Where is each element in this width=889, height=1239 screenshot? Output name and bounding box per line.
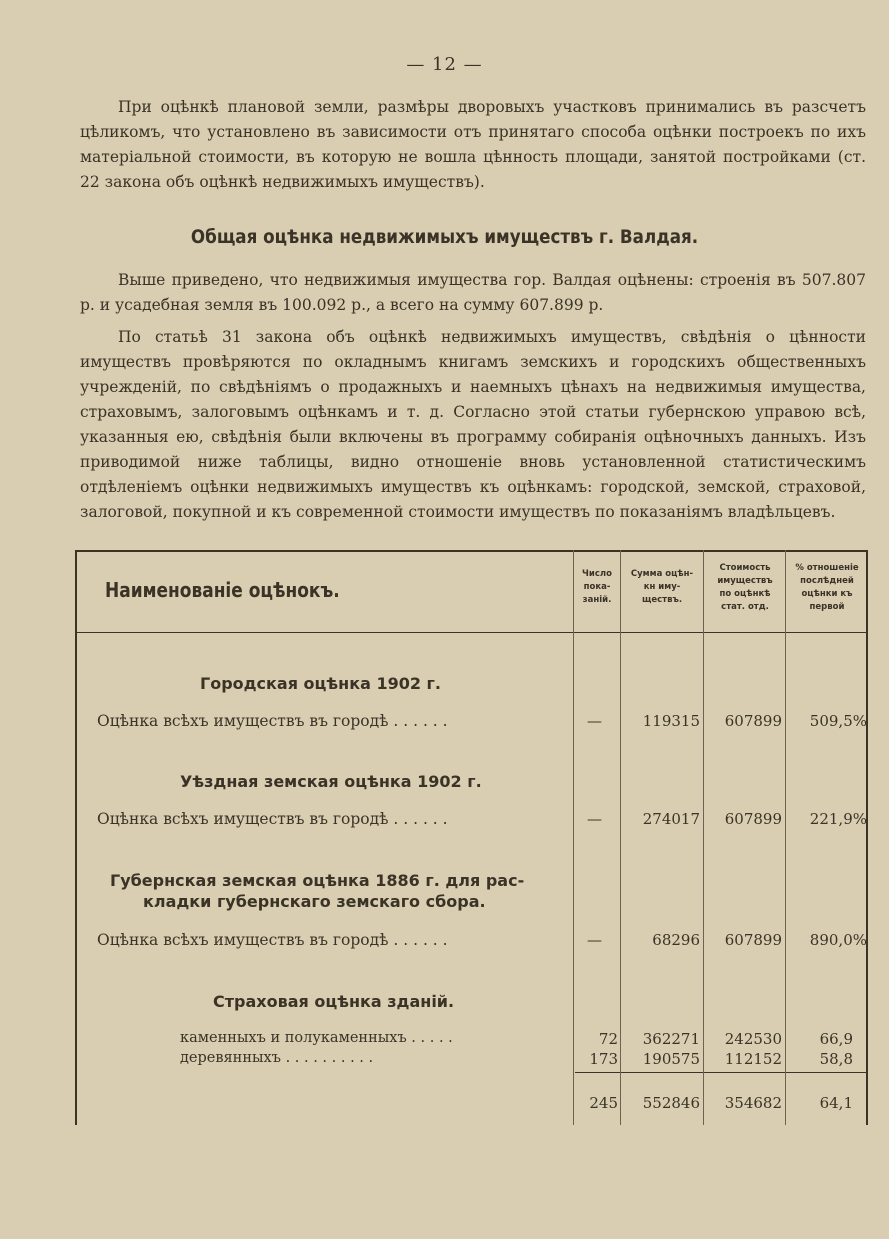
header-ratio-line: оцѣнки къ [801,589,853,599]
row-sum: 274017 [642,810,700,828]
paragraph-2 [80,268,866,318]
table-left-rule [75,550,77,1125]
header-count-line: пока- [583,582,611,592]
total-sum: 552846 [642,1094,700,1112]
table-total-rule [575,1072,868,1073]
header-sum [622,568,702,607]
row-ratio: 890,0% [809,931,867,949]
total-ratio: 64,1 [819,1094,853,1112]
row-label: Оцѣнка всѣхъ имуществъ въ городѣ . . . . . . [97,712,448,730]
row-sum: 362271 [642,1030,700,1048]
header-value-line: имуществъ [717,576,773,586]
table-right-rule [866,550,868,1125]
header-count-line: Число [582,569,612,579]
row-value: 607899 [724,712,782,730]
header-sum-line: кн иму- [643,582,681,592]
row-count: — [587,931,602,949]
valuation-table [75,550,868,1125]
row-count: — [587,810,602,828]
header-ratio-line: % отношеніе [795,563,859,573]
total-count: 245 [589,1094,618,1112]
paragraph-2-text: Выше приведено, что недвижимыя имущества гор. Валдая оцѣнены: строенія въ 507.807 р. и усадебная земля въ 100.092 р., а всего на сумму 607.899 р. [80,271,866,314]
header-count [575,568,619,607]
row-count: 72 [598,1030,618,1048]
row-sum: 190575 [642,1050,700,1068]
header-ratio-line: послѣдней [800,576,854,586]
row-ratio: 66,9 [819,1030,853,1048]
header-sum-line: ществъ. [641,595,683,605]
paragraph-3-text: По статьѣ 31 закона объ оцѣнкѣ недвижимыхъ имуществъ, свѣдѣнія о цѣнности имуществъ провѣряются по окладнымъ книгамъ земскихъ и городскихъ общественныхъ учрежденій, по свѣдѣніямъ о продажныхъ и наемныхъ цѣнахъ на недвижимыя имущества, страховымъ, залоговымъ оцѣнкамъ и т. д. Согласно этой статьи губернскою управою всѣ, указанныя ею, свѣдѣнія были включены въ программу собиранія оцѣночныхъ данныхъ. Изъ приводимой ниже таблицы, видно отношеніе вновь установленной статистическимъ отдѣленіемъ оцѣнки недвижимыхъ имуществъ къ оцѣнкамъ: городской, земской, страховой, залоговой, покупной и къ современной стоимости имуществъ по показаніямъ владѣльцевъ. [80,328,866,521]
row-value: 607899 [724,810,782,828]
section-city-1902: Городская оцѣнка 1902 г. [200,674,441,693]
paragraph-3 [80,325,866,525]
header-value [705,562,785,614]
header-name: Наименованіе оцѣнокъ. [105,578,340,602]
row-value: 607899 [724,931,782,949]
paragraph-1-text: При оцѣнкѣ плановой земли, размѣры дворовыхъ участковъ принимались въ разсчетъ цѣликомъ, что установлено въ зависимости отъ принятаго способа оцѣнки построекъ по ихъ матеріальной стоимости, въ которую не вошла цѣнность площади, занятой постройками (ст. 22 закона объ оцѣнкѣ недвижимыхъ имуществъ). [80,98,866,191]
header-value-line: стат. отд. [721,602,769,612]
row-sum: 68296 [652,931,700,949]
table-header-rule [75,632,868,633]
header-sum-line: Сумма оцѣн- [630,569,694,579]
row-label: Оцѣнка всѣхъ имуществъ въ городѣ . . . . . . [97,810,448,828]
row-label: деревянныхъ . . . . . . . . . . [180,1050,374,1066]
row-value: 112152 [724,1050,782,1068]
header-ratio [787,562,867,614]
header-value-line: по оцѣнкѣ [719,589,771,599]
section-heading: Общая оцѣнка недвижимыхъ имуществъ г. Валдая. [190,226,699,248]
row-value: 242530 [724,1030,782,1048]
table-top-rule [75,550,868,552]
row-ratio: 509,5% [809,712,867,730]
row-ratio: 221,9% [809,810,867,828]
section-uezd-1902: Уѣздная земская оцѣнка 1902 г. [180,772,482,791]
page-number: — 12 — [406,54,483,75]
header-value-line: Стоимость [719,563,771,573]
row-count: 173 [589,1050,618,1068]
header-count-line: заній. [582,595,612,605]
header-ratio-line: первой [809,602,845,612]
total-value: 354682 [724,1094,782,1112]
section-gubern-1886: Губернская земская оцѣнка 1886 г. для рас- [110,871,525,890]
row-ratio: 58,8 [819,1050,853,1068]
row-label: Оцѣнка всѣхъ имуществъ въ городѣ . . . . . . [97,931,448,949]
paragraph-1 [80,95,866,195]
section-gubern-1886-cont: кладки губернскаго земскаго сбора. [143,892,486,911]
row-label: каменныхъ и полукаменныхъ . . . . . [180,1030,453,1046]
row-count: — [587,712,602,730]
row-sum: 119315 [642,712,700,730]
section-insurance: Страховая оцѣнка зданій. [213,992,455,1011]
